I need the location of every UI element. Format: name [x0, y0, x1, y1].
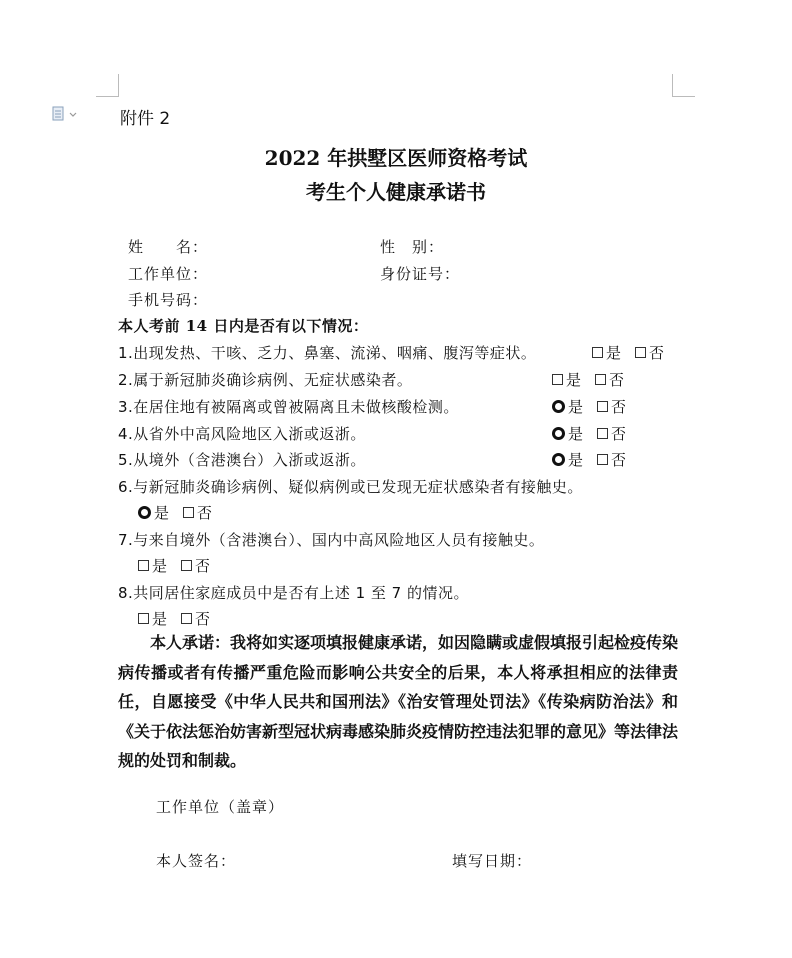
- question-5-options: [552, 449, 626, 470]
- question-3-no-label: 否: [611, 398, 627, 416]
- question-7-no-checkbox[interactable]: [181, 560, 192, 571]
- field-name-label: 姓 名：: [128, 238, 209, 256]
- field-gender-label: 性 别：: [380, 238, 445, 256]
- question-3-yes-selected-radio[interactable]: [552, 400, 565, 413]
- question-7-yes-label: 是: [152, 557, 168, 575]
- question-3-no-checkbox[interactable]: [597, 401, 608, 412]
- question-5-text: 5.从境外（含港澳台）入浙或返浙。: [118, 451, 366, 469]
- question-1-options: [592, 342, 664, 363]
- question-4-text: 4.从省外中高风险地区入浙或返浙。: [118, 425, 366, 443]
- question-2-yes-label: 是: [566, 371, 582, 389]
- question-4-no-checkbox[interactable]: [597, 428, 608, 439]
- field-id-number-label: 身份证号：: [380, 265, 461, 283]
- question-5-no-label: 否: [611, 451, 627, 469]
- question-4-yes-label: 是: [568, 425, 584, 443]
- question-2-options: [552, 369, 624, 390]
- footer-work-unit-seal: 工作单位（盖章）: [156, 798, 285, 816]
- question-6-yes-label: 是: [154, 504, 170, 522]
- commitment-paragraph: 本人承诺：我将如实逐项填报健康承诺，如因隐瞒或虚假填报引起检疫传染病传播或者有传播严重危险而影响公共安全的后果，本人将承担相应的法律责任，自愿接受《中华人民共和国刑法》《治安管理处罚法》《传染病防治法》和《关于依法惩治妨害新型冠状病毒感染肺炎疫情防控违法犯罪的意见》等法律法规的处罚和制裁。: [118, 633, 679, 770]
- question-4-yes-selected-radio[interactable]: [552, 427, 565, 440]
- question-5-no-checkbox[interactable]: [597, 454, 608, 465]
- title-line-2: 考生个人健康承诺书: [306, 180, 486, 204]
- question-4-no-label: 否: [611, 425, 627, 443]
- question-3-options: [552, 396, 626, 417]
- question-7-no-label: 否: [195, 557, 211, 575]
- page-margin-corner-left: [96, 74, 119, 97]
- question-7-yes-checkbox[interactable]: [138, 560, 149, 571]
- question-7-text: 7.与来自境外（含港澳台）、国内中高风险地区人员有接触史。: [118, 531, 545, 549]
- question-6-options: [138, 502, 212, 523]
- question-1-no-label: 否: [649, 344, 665, 362]
- question-1-yes-checkbox[interactable]: [592, 347, 603, 358]
- question-3-text: 3.在居住地有被隔离或曾被隔离且未做核酸检测。: [118, 398, 459, 416]
- question-6-yes-selected-radio[interactable]: [138, 506, 151, 519]
- question-1-no-checkbox[interactable]: [635, 347, 646, 358]
- question-6-no-checkbox[interactable]: [183, 507, 194, 518]
- question-1-yes-label: 是: [606, 344, 622, 362]
- field-phone-label: 手机号码：: [128, 291, 209, 309]
- document-paste-icon[interactable]: [52, 106, 78, 122]
- question-8-no-checkbox[interactable]: [181, 613, 192, 624]
- question-5-yes-label: 是: [568, 451, 584, 469]
- question-8-options: [138, 608, 210, 629]
- page-margin-corner-right: [672, 74, 695, 97]
- question-8-no-label: 否: [195, 610, 211, 628]
- question-1-text: 1.出现发热、干咳、乏力、鼻塞、流涕、咽痛、腹泻等症状。: [118, 344, 537, 362]
- question-2-no-checkbox[interactable]: [595, 374, 606, 385]
- footer-date-label: 填写日期：: [452, 852, 533, 870]
- question-2-no-label: 否: [609, 371, 625, 389]
- question-8-yes-checkbox[interactable]: [138, 613, 149, 624]
- question-5-yes-selected-radio[interactable]: [552, 453, 565, 466]
- field-work-unit-label: 工作单位：: [128, 265, 209, 283]
- question-4-options: [552, 423, 626, 444]
- question-7-options: [138, 555, 210, 576]
- section-heading: 本人考前 14 日内是否有以下情况：: [118, 317, 369, 335]
- question-2-yes-checkbox[interactable]: [552, 374, 563, 385]
- footer-signature-label: 本人签名：: [156, 852, 237, 870]
- question-6-text: 6.与新冠肺炎确诊病例、疑似病例或已发现无症状感染者有接触史。: [118, 478, 583, 496]
- question-6-no-label: 否: [197, 504, 213, 522]
- title-line-1: 2022 年拱墅区医师资格考试: [264, 146, 528, 170]
- question-2-text: 2.属于新冠肺炎确诊病例、无症状感染者。: [118, 371, 413, 389]
- attachment-label: 附件 2: [120, 109, 171, 129]
- question-8-yes-label: 是: [152, 610, 168, 628]
- question-8-text: 8.共同居住家庭成员中是否有上述 1 至 7 的情况。: [118, 584, 469, 602]
- question-3-yes-label: 是: [568, 398, 584, 416]
